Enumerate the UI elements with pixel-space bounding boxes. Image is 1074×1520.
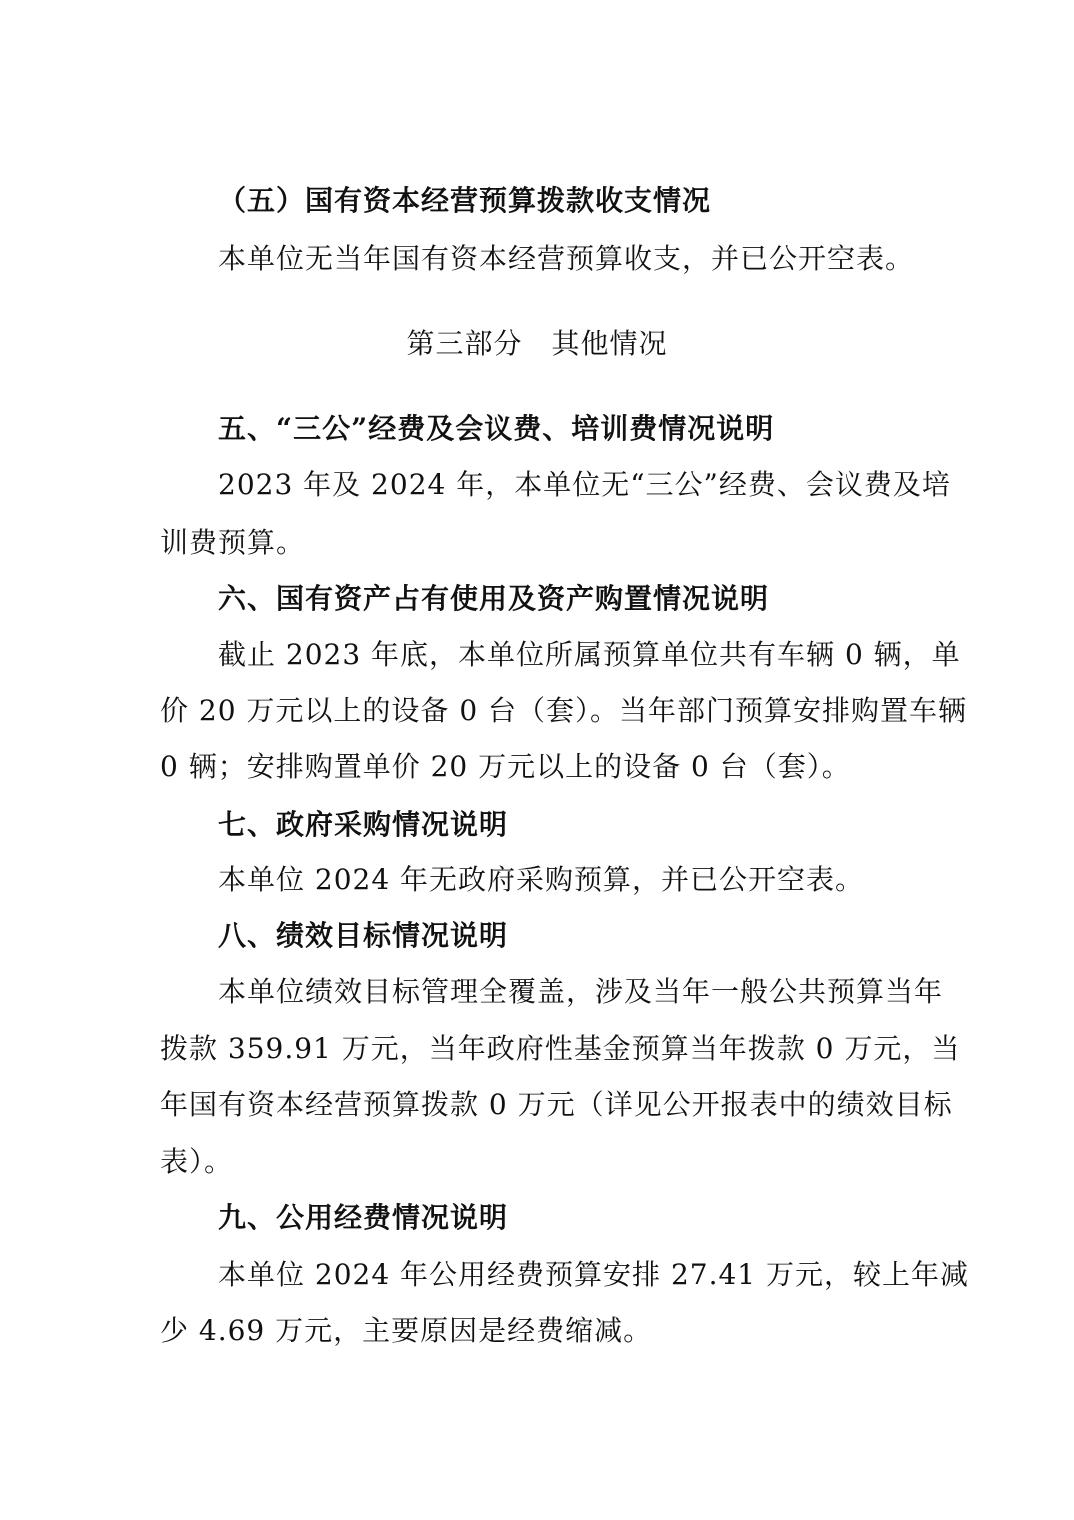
paragraph-9-line-1: 本单位 2024 年公用经费预算安排 27.41 万元，较上年减: [218, 1258, 970, 1291]
section-5-heading: （五）国有资本经营预算拨款收支情况: [218, 184, 712, 217]
heading-9: 九、公用经费情况说明: [218, 1201, 509, 1234]
paragraph-6-line-3: 0 辆；安排购置单价 20 万元以上的设备 0 台（套）。: [160, 750, 851, 783]
paragraph-7-line-1: 本单位 2024 年无政府采购预算，并已公开空表。: [218, 863, 865, 896]
part-3-title: 第三部分 其他情况: [406, 327, 668, 360]
paragraph-8-line-3: 年国有资本经营预算拨款 0 万元（详见公开报表中的绩效目标: [160, 1088, 953, 1121]
paragraph-6-line-1: 截止 2023 年底，本单位所属预算单位共有车辆 0 辆，单: [218, 638, 961, 671]
paragraph-9-line-2: 少 4.69 万元，主要原因是经费缩减。: [160, 1314, 653, 1347]
paragraph-8-line-1: 本单位绩效目标管理全覆盖，涉及当年一般公共预算当年: [218, 975, 944, 1008]
heading-5: 五、“三公”经费及会议费、培训费情况说明: [218, 412, 775, 445]
heading-7: 七、政府采购情况说明: [218, 808, 509, 841]
heading-6: 六、国有资产占有使用及资产购置情况说明: [218, 582, 770, 615]
heading-8: 八、绩效目标情况说明: [218, 919, 509, 952]
paragraph-6-line-2: 价 20 万元以上的设备 0 台（套）。当年部门预算安排购置车辆: [160, 694, 968, 727]
section-5-body: 本单位无当年国有资本经营预算收支，并已公开空表。: [218, 242, 915, 275]
paragraph-8-line-2: 拨款 359.91 万元，当年政府性基金预算当年拨款 0 万元，当: [160, 1032, 961, 1065]
paragraph-8-line-4: 表）。: [160, 1145, 234, 1178]
paragraph-5-line-2: 训费预算。: [160, 526, 306, 559]
paragraph-5-line-1: 2023 年及 2024 年，本单位无“三公”经费、会议费及培: [218, 468, 951, 501]
